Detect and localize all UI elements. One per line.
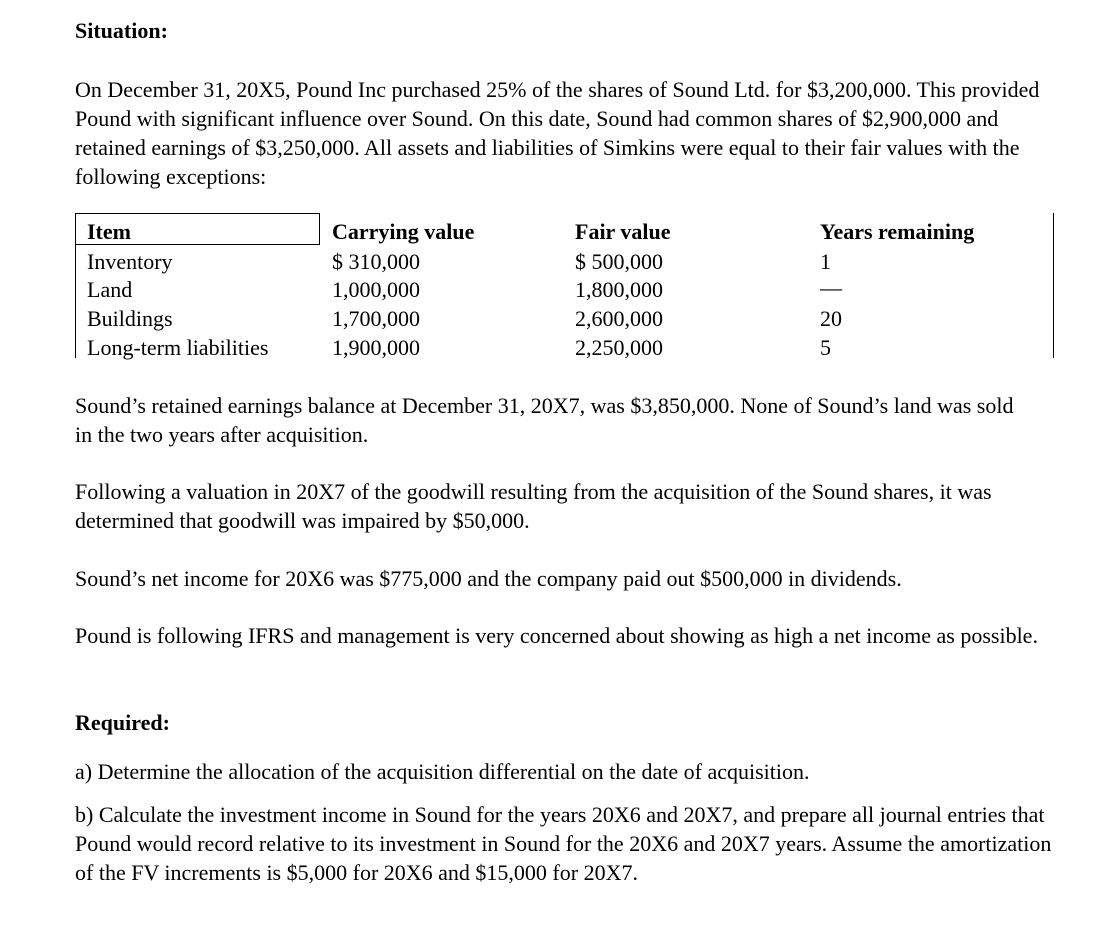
table-row-carrying-value: $ 310,000 bbox=[332, 249, 420, 274]
retained-earnings-paragraph: Sound’s retained earnings balance at December 31, 20X7, was $3,850,000. None of Sound’s land was sold in the two years after acquisition. bbox=[75, 393, 1014, 447]
table-row-fair-value: 2,250,000 bbox=[575, 335, 663, 360]
table-row-item: Buildings bbox=[87, 306, 173, 331]
required-part-b: b) Calculate the investment income in Sound for the years 20X6 and 20X7, and prepare all journal entries that Pound would record relative to its investment in Sound for the 20X6 and 20X7 years. Assume the amortization of the FV increments is $5,000 for 20X6 and $15,000 for 20X7. bbox=[75, 802, 1052, 885]
table-row-years-remaining: 5 bbox=[820, 335, 831, 360]
intro-paragraph: On December 31, 20X5, Pound Inc purchased 25% of the shares of Sound Ltd. for $3,200,000. This provided Pound with significant influence over Sound. On this date, Sound had common shares of $2,900,000 and retained earnings of $3,250,000. All assets and liabilities of Simkins were equal to their fair values with the following exceptions: bbox=[75, 77, 1040, 189]
table-row-item: Long-term liabilities bbox=[87, 335, 269, 360]
item-header-right-border bbox=[319, 213, 320, 245]
table-row-years-remaining: 1 bbox=[820, 249, 831, 274]
header-years-remaining: Years remaining bbox=[820, 219, 975, 244]
goodwill-paragraph: Following a valuation in 20X7 of the goodwill resulting from the acquisition of the Sound shares, it was determined that goodwill was impaired by $50,000. bbox=[75, 479, 992, 533]
net-income-paragraph: Sound’s net income for 20X6 was $775,000 and the company paid out $500,000 in dividends. bbox=[75, 566, 902, 591]
header-fair-value: Fair value bbox=[575, 219, 671, 244]
table-row-carrying-value: 1,900,000 bbox=[332, 335, 420, 360]
table-row-years-remaining: — bbox=[820, 275, 842, 300]
table-row-item: Inventory bbox=[87, 249, 173, 274]
table-row-years-remaining: 20 bbox=[820, 306, 842, 331]
required-heading: Required: bbox=[75, 710, 170, 735]
required-part-a: a) Determine the allocation of the acquisition differential on the date of acquisition. bbox=[75, 759, 810, 784]
table-row-item: Land bbox=[87, 277, 133, 302]
table-left-border bbox=[75, 213, 76, 358]
table-row-carrying-value: 1,700,000 bbox=[332, 306, 420, 331]
situation-heading: Situation: bbox=[75, 18, 168, 43]
table-row-fair-value: $ 500,000 bbox=[575, 249, 663, 274]
table-row-carrying-value: 1,000,000 bbox=[332, 277, 420, 302]
header-item: Item bbox=[87, 219, 131, 244]
ifrs-paragraph: Pound is following IFRS and management is very concerned about showing as high a net income as possible. bbox=[75, 623, 1038, 648]
fair-value-table bbox=[75, 213, 1054, 358]
table-right-border bbox=[1053, 213, 1054, 358]
header-carrying-value: Carrying value bbox=[332, 219, 475, 244]
table-row-fair-value: 1,800,000 bbox=[575, 277, 663, 302]
table-row-fair-value: 2,600,000 bbox=[575, 306, 663, 331]
item-header-top-border bbox=[75, 213, 320, 214]
